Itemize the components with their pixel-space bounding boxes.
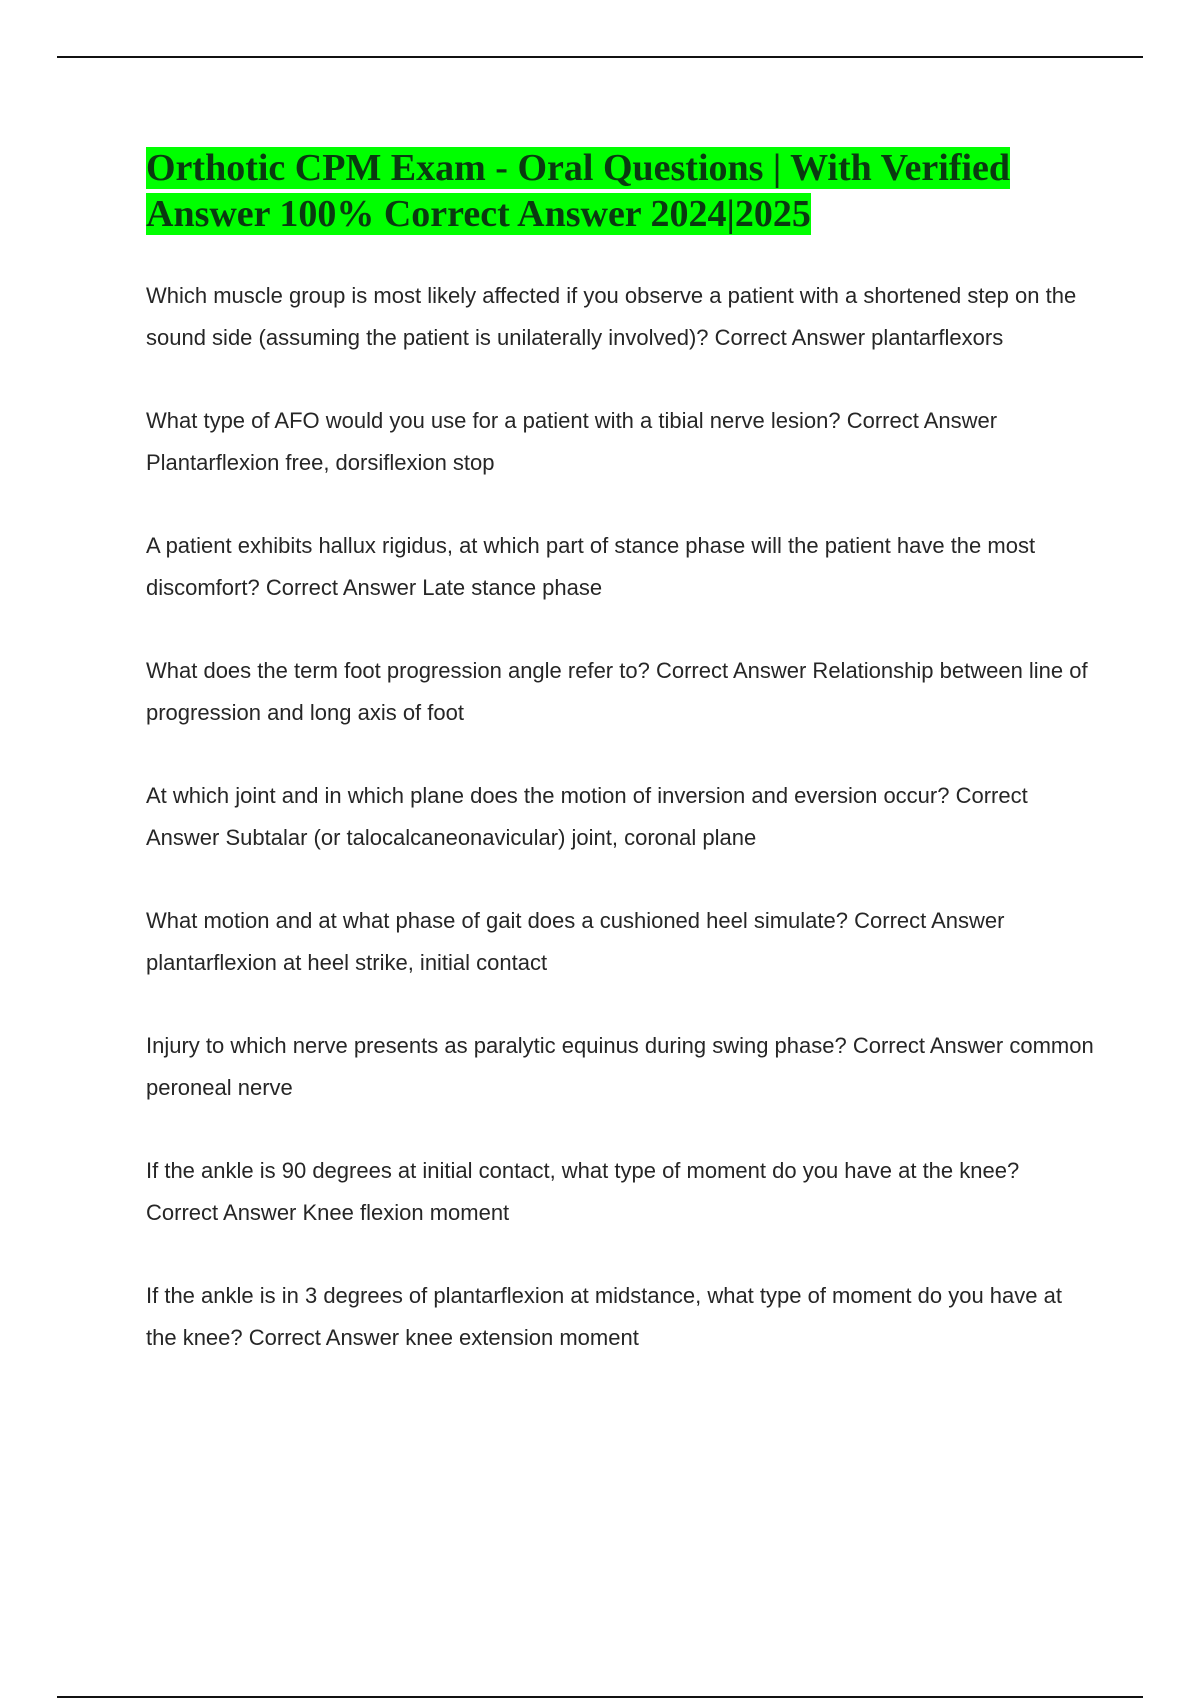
title-highlight: Orthotic CPM Exam - Oral Questions | With Verified Answer 100% Correct Answer 2024|2025 [146, 147, 1011, 235]
qa-item: Which muscle group is most likely affected if you observe a patient with a shortened step on the sound side (assuming the patient is unilaterally involved)? Correct Answer plantarflexors [146, 283, 1077, 350]
qa-item: Injury to which nerve presents as paralytic equinus during swing phase? Correct Answer common peroneal nerve [146, 1033, 1094, 1100]
qa-item: What does the term foot progression angle refer to? Correct Answer Relationship between line of progression and long axis of foot [146, 658, 1088, 725]
qa-item: What motion and at what phase of gait does a cushioned heel simulate? Correct Answer plantarflexion at heel strike, initial contact [146, 908, 1005, 975]
qa-list [146, 275, 1096, 1359]
qa-item: What type of AFO would you use for a patient with a tibial nerve lesion? Correct Answer Plantarflexion free, dorsiflexion stop [146, 408, 998, 475]
header-rule [57, 56, 1143, 58]
qa-item: At which joint and in which plane does the motion of inversion and eversion occur? Correct Answer Subtalar (or talocalcaneonavicular) joint, coronal plane [146, 783, 1028, 850]
qa-item: A patient exhibits hallux rigidus, at which part of stance phase will the patient have the most discomfort? Correct Answer Late stance phase [146, 533, 1036, 600]
footer-rule [57, 1696, 1143, 1698]
qa-item: If the ankle is 90 degrees at initial contact, what type of moment do you have at the knee? Correct Answer Knee flexion moment [146, 1158, 1020, 1225]
qa-item: If the ankle is in 3 degrees of plantarflexion at midstance, what type of moment do you have at the knee? Correct Answer knee extension moment [146, 1283, 1062, 1350]
document-title [146, 145, 1096, 237]
document-body [146, 145, 1096, 1400]
